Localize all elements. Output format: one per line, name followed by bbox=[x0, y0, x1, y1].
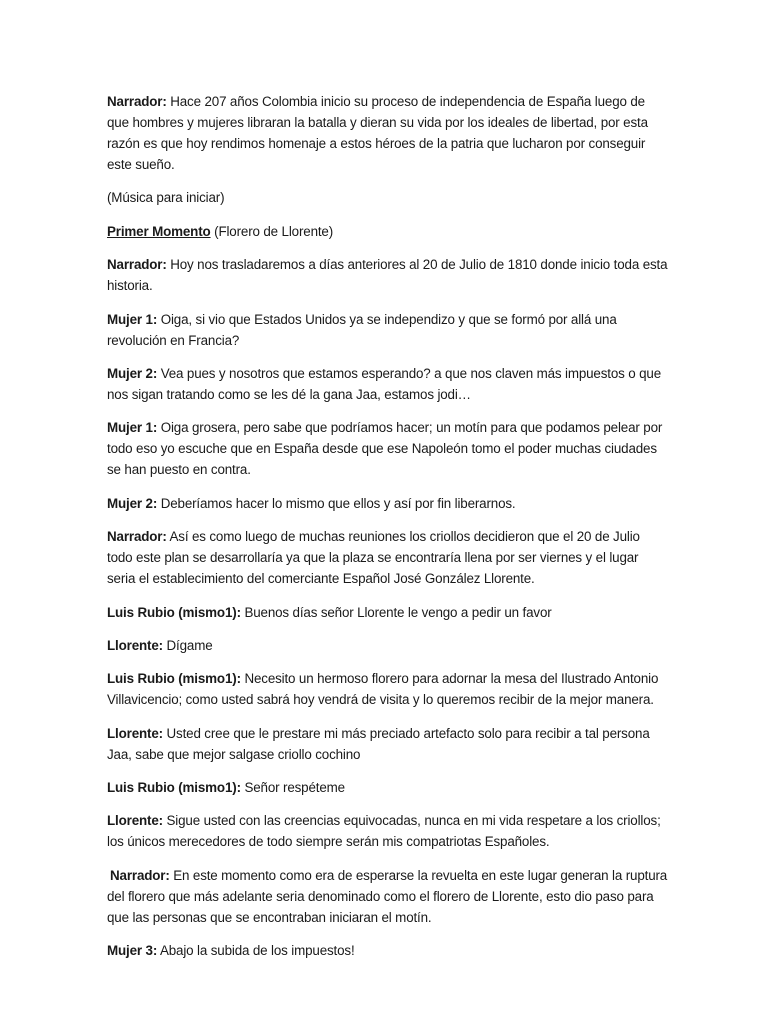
speaker-label: Narrador: bbox=[107, 529, 167, 545]
speaker-label: Llorente: bbox=[107, 637, 163, 653]
paragraph-17 bbox=[107, 940, 668, 961]
speaker-label: Luis Rubio (mismo1): bbox=[107, 780, 241, 796]
paragraph-text: En este momento como era de esperarse la revuelta en este lugar generan la ruptura del florero que más adelante seria denominado como el florero de Llorente, esto dio paso para que las personas que se encontraban iniciaran el motín. bbox=[107, 867, 668, 925]
paragraph-5 bbox=[107, 309, 668, 351]
paragraph-text: Sigue usted con las creencias equivocadas, nunca en mi vida respetare a los criollos; los únicos merecedores de todo siempre serán mis compatriotas Españoles. bbox=[107, 813, 661, 850]
paragraph-8 bbox=[107, 493, 668, 514]
paragraph-text: (Florero de Llorente) bbox=[210, 223, 334, 239]
speaker-label: Narrador: bbox=[107, 94, 167, 109]
paragraph-2 bbox=[107, 187, 668, 208]
paragraph-text: Usted cree que le prestare mi más preciado artefacto solo para recibir a tal persona Jaa, sabe que mejor salgase criollo cochino bbox=[107, 725, 650, 762]
paragraph-text: Hace 207 años Colombia inicio su proceso de independencia de España luego de que hombres y mujeres libraran la batalla y dieran su vida por los ideales de libertad, por esta razón es que hoy rendimos homenaje a estos héroes de la patria que lucharon por conseguir este sueño. bbox=[107, 94, 648, 172]
paragraph-text: Deberíamos hacer lo mismo que ellos y así por fin liberarnos. bbox=[157, 495, 516, 511]
paragraph-6 bbox=[107, 363, 668, 405]
speaker-label: Luis Rubio (mismo1): bbox=[107, 671, 241, 687]
paragraph-text: Hoy nos trasladaremos a días anteriores al 20 de Julio de 1810 donde inicio toda esta historia. bbox=[107, 257, 668, 294]
paragraph-16 bbox=[107, 865, 668, 928]
paragraph-text: Oiga grosera, pero sabe que podríamos hacer; un motín para que podamos pelear por todo eso yo escuche que en España desde que ese Napoleón tomo el poder muchas ciudades se han puesto en contra. bbox=[107, 420, 663, 478]
paragraph-text: Dígame bbox=[162, 637, 213, 653]
paragraph-3 bbox=[107, 221, 668, 242]
speaker-label: Mujer 3: bbox=[107, 943, 158, 959]
paragraph-4 bbox=[107, 254, 668, 296]
paragraph-10 bbox=[107, 602, 668, 623]
paragraph-text: (Música para iniciar) bbox=[107, 190, 225, 206]
section-heading: Primer Momento bbox=[107, 223, 211, 239]
paragraph-text: Abajo la subida de los impuestos! bbox=[157, 943, 355, 959]
speaker-label: Narrador: bbox=[110, 867, 170, 883]
speaker-label: Mujer 1: bbox=[107, 311, 158, 327]
paragraph-text: Necesito un hermoso florero para adornar la mesa del Ilustrado Antonio Villavicencio; como usted sabrá hoy vendrá de visita y lo queremos recibir de la mejor manera. bbox=[107, 671, 659, 708]
paragraph-1 bbox=[107, 91, 668, 175]
speaker-label: Narrador: bbox=[107, 257, 167, 273]
paragraph-9 bbox=[107, 526, 668, 589]
paragraph-15 bbox=[107, 810, 668, 852]
speaker-label: Mujer 1: bbox=[107, 420, 158, 436]
paragraph-12 bbox=[107, 668, 668, 710]
speaker-label: Mujer 2: bbox=[107, 495, 158, 511]
paragraph-text: Oiga, si vio que Estados Unidos ya se independizo y que se formó por allá una revolución en Francia? bbox=[107, 311, 617, 348]
paragraph-13 bbox=[107, 723, 668, 765]
paragraph-text: Buenos días señor Llorente le vengo a pedir un favor bbox=[240, 604, 552, 620]
paragraph-text: Así es como luego de muchas reuniones los criollos decidieron que el 20 de Julio todo este plan se desarrollaría ya que la plaza se encontraría llena por ser viernes y el lugar seria el establecimiento del comerciante Español José González Llorente. bbox=[107, 529, 640, 587]
paragraph-14 bbox=[107, 777, 668, 798]
speaker-label: Luis Rubio (mismo1): bbox=[107, 604, 241, 620]
paragraph-text: Vea pues y nosotros que estamos esperando? a que nos claven más impuestos o que nos sigan tratando como se les dé la gana Jaa, estamos jodi… bbox=[107, 365, 662, 402]
paragraph-text: Señor respéteme bbox=[240, 780, 345, 796]
paragraph-7 bbox=[107, 417, 668, 480]
paragraph-11 bbox=[107, 635, 668, 656]
speaker-label: Llorente: bbox=[107, 725, 163, 741]
speaker-label: Mujer 2: bbox=[107, 365, 158, 381]
speaker-label: Llorente: bbox=[107, 813, 163, 829]
